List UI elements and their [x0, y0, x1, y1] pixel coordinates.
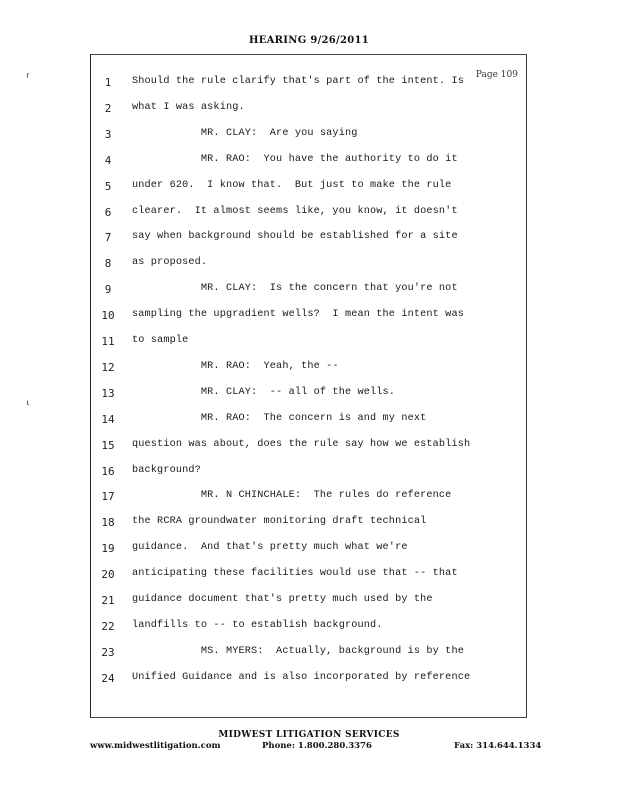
- line-number: 24: [101, 671, 115, 685]
- line-text: what I was asking.: [132, 101, 245, 113]
- transcript-line: [91, 335, 523, 355]
- line-text: MR. N CHINCHALE: The rules do reference: [132, 490, 452, 502]
- line-text: under 620. I know that. But just to make the rule: [132, 179, 452, 191]
- line-text: question was about, does the rule say how we establish: [132, 438, 471, 450]
- transcript-line: [91, 465, 523, 485]
- line-number: 13: [101, 386, 115, 400]
- transcript-line: [91, 542, 523, 562]
- line-text: guidance. And that's pretty much what we're: [132, 542, 408, 554]
- line-number: 19: [101, 542, 115, 556]
- line-number: 16: [101, 464, 115, 478]
- transcript-line: [91, 154, 523, 174]
- line-number: 9: [104, 283, 112, 297]
- line-text: MR. RAO: You have the authority to do it: [132, 153, 458, 165]
- footer-phone: Phone: 1.800.280.3376: [262, 741, 372, 751]
- transcript-line: [91, 361, 523, 381]
- transcript-line: [91, 128, 523, 148]
- footer-fax: Fax: 314.644.1334: [454, 741, 542, 751]
- transcript-line: [91, 413, 523, 433]
- line-text: landfills to -- to establish background.: [132, 619, 383, 631]
- line-number: 1: [104, 76, 112, 89]
- transcript-line: [91, 490, 523, 510]
- line-number: 6: [104, 205, 112, 219]
- line-text: clearer. It almost seems like, you know, it doesn't: [132, 205, 458, 217]
- margin-mark: ⸤: [26, 393, 31, 406]
- transcript-line: [91, 257, 523, 277]
- line-text: MR. RAO: The concern is and my next: [132, 412, 427, 424]
- line-number: 14: [101, 412, 115, 426]
- header-title: HEARING 9/26/2011: [248, 35, 370, 46]
- line-number: 18: [101, 516, 115, 530]
- line-text: background?: [132, 464, 201, 476]
- line-number: 8: [104, 257, 112, 271]
- transcript-line: [91, 309, 523, 329]
- line-text: the RCRA groundwater monitoring draft technical: [132, 516, 427, 528]
- line-number: 5: [104, 179, 112, 193]
- transcript-line: [91, 620, 523, 640]
- transcript-line: [91, 672, 523, 692]
- transcript-line: [91, 283, 523, 303]
- transcript-line: [91, 646, 523, 666]
- transcript-line: [91, 231, 523, 251]
- line-number: 4: [104, 153, 112, 167]
- line-number: 22: [101, 619, 115, 633]
- transcript-line: [91, 568, 523, 588]
- line-number: 2: [104, 101, 112, 115]
- line-text: MR. CLAY: Is the concern that you're not: [132, 283, 458, 295]
- line-number: 15: [101, 438, 115, 452]
- line-number: 10: [101, 309, 115, 323]
- line-number: 17: [101, 490, 115, 504]
- line-text: MR. RAO: Yeah, the --: [132, 360, 339, 372]
- line-text: to sample: [132, 335, 189, 346]
- line-number: 11: [101, 335, 115, 348]
- line-number: 3: [104, 127, 112, 141]
- line-number: 12: [101, 360, 115, 374]
- transcript-line: [91, 594, 523, 614]
- transcript-line: [91, 206, 523, 226]
- footer-company: MIDWEST LITIGATION SERVICES: [218, 730, 400, 740]
- line-text: MS. MYERS: Actually, background is by the: [132, 645, 464, 657]
- transcript-frame: [90, 54, 527, 718]
- transcript-line: [91, 387, 523, 407]
- line-text: guidance document that's pretty much used by the: [132, 594, 433, 605]
- line-number: 21: [101, 594, 115, 607]
- page-number: Page 109: [475, 70, 518, 80]
- line-text: Unified Guidance and is also incorporated by reference: [132, 671, 471, 683]
- line-text: as proposed.: [132, 257, 208, 269]
- line-text: MR. CLAY: Are you saying: [132, 127, 358, 139]
- transcript-line: [91, 439, 523, 459]
- line-text: say when background should be established for a site: [132, 231, 458, 243]
- line-text: anticipating these facilities would use that -- that: [132, 568, 458, 580]
- footer-website: www.midwestlitigation.com: [90, 741, 221, 751]
- transcript-line: [91, 102, 523, 122]
- line-number: 20: [101, 568, 115, 582]
- margin-mark: ⸢: [26, 72, 31, 85]
- line-number: 23: [101, 645, 115, 659]
- line-number: 7: [104, 231, 112, 245]
- line-text: sampling the upgradient wells? I mean the intent was: [132, 309, 464, 321]
- transcript-line: [91, 180, 523, 200]
- line-text: Should the rule clarify that's part of the intent. Is: [132, 76, 464, 87]
- transcript-line: [91, 76, 523, 96]
- transcript-line: [91, 516, 523, 536]
- line-text: MR. CLAY: -- all of the wells.: [132, 386, 396, 398]
